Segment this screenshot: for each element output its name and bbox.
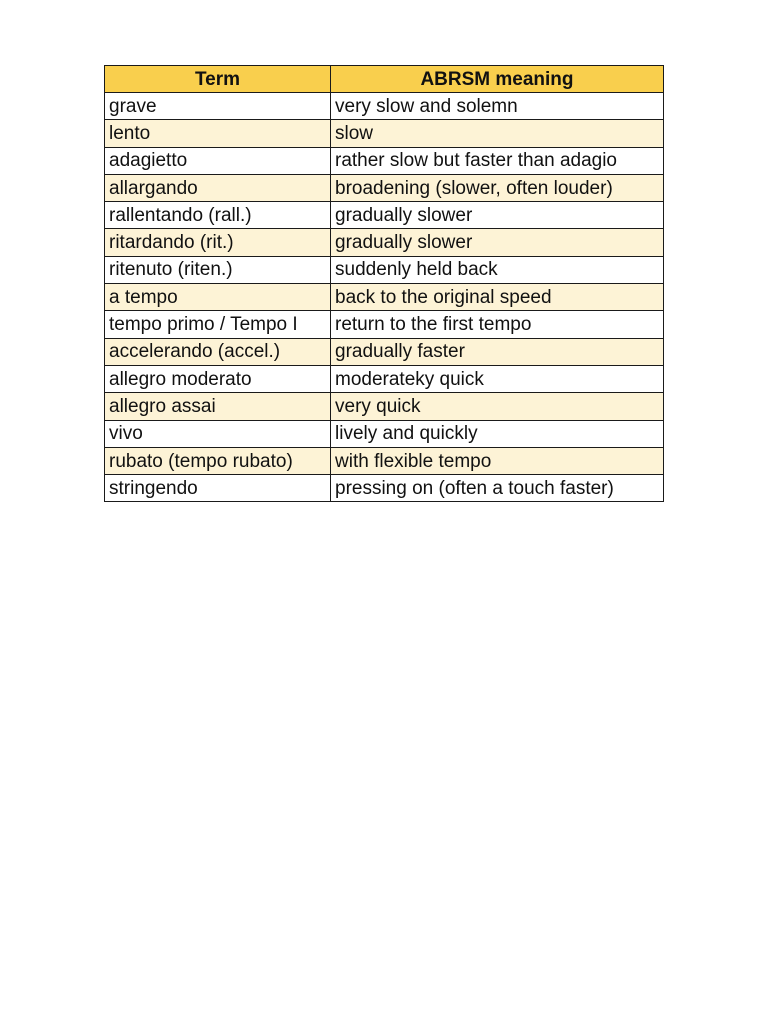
table-row — [105, 284, 664, 311]
table-row — [105, 202, 664, 229]
table-row — [105, 420, 664, 447]
table-row — [105, 120, 664, 147]
term-cell: allargando — [105, 174, 331, 201]
meaning-cell: gradually slower — [331, 202, 664, 229]
meaning-cell: pressing on (often a touch faster) — [331, 475, 664, 502]
table-row — [105, 256, 664, 283]
table-row — [105, 338, 664, 365]
table-row — [105, 311, 664, 338]
term-cell: rallentando (rall.) — [105, 202, 331, 229]
meaning-cell: lively and quickly — [331, 420, 664, 447]
meaning-cell: return to the first tempo — [331, 311, 664, 338]
term-cell: adagietto — [105, 147, 331, 174]
meaning-cell: gradually faster — [331, 338, 664, 365]
meaning-cell: with flexible tempo — [331, 447, 664, 474]
term-cell: ritenuto (riten.) — [105, 256, 331, 283]
table-row — [105, 365, 664, 392]
term-cell: lento — [105, 120, 331, 147]
table-row — [105, 393, 664, 420]
header-meaning: ABRSM meaning — [331, 66, 664, 93]
term-cell: accelerando (accel.) — [105, 338, 331, 365]
meaning-cell: rather slow but faster than adagio — [331, 147, 664, 174]
term-cell: tempo primo / Tempo I — [105, 311, 331, 338]
table-row — [105, 147, 664, 174]
tempo-terms-table — [104, 65, 664, 502]
header-row — [105, 66, 664, 93]
meaning-cell: very quick — [331, 393, 664, 420]
tempo-terms-sheet — [104, 65, 663, 502]
meaning-cell: very slow and solemn — [331, 93, 664, 120]
meaning-cell: suddenly held back — [331, 256, 664, 283]
term-cell: a tempo — [105, 284, 331, 311]
term-cell: grave — [105, 93, 331, 120]
term-cell: ritardando (rit.) — [105, 229, 331, 256]
table-row — [105, 93, 664, 120]
term-cell: allegro moderato — [105, 365, 331, 392]
meaning-cell: back to the original speed — [331, 284, 664, 311]
meaning-cell: slow — [331, 120, 664, 147]
table-row — [105, 447, 664, 474]
table-row — [105, 475, 664, 502]
meaning-cell: moderateky quick — [331, 365, 664, 392]
header-term: Term — [105, 66, 331, 93]
table-row — [105, 174, 664, 201]
term-cell: stringendo — [105, 475, 331, 502]
meaning-cell: gradually slower — [331, 229, 664, 256]
term-cell: vivo — [105, 420, 331, 447]
term-cell: rubato (tempo rubato) — [105, 447, 331, 474]
meaning-cell: broadening (slower, often louder) — [331, 174, 664, 201]
table-row — [105, 229, 664, 256]
term-cell: allegro assai — [105, 393, 331, 420]
